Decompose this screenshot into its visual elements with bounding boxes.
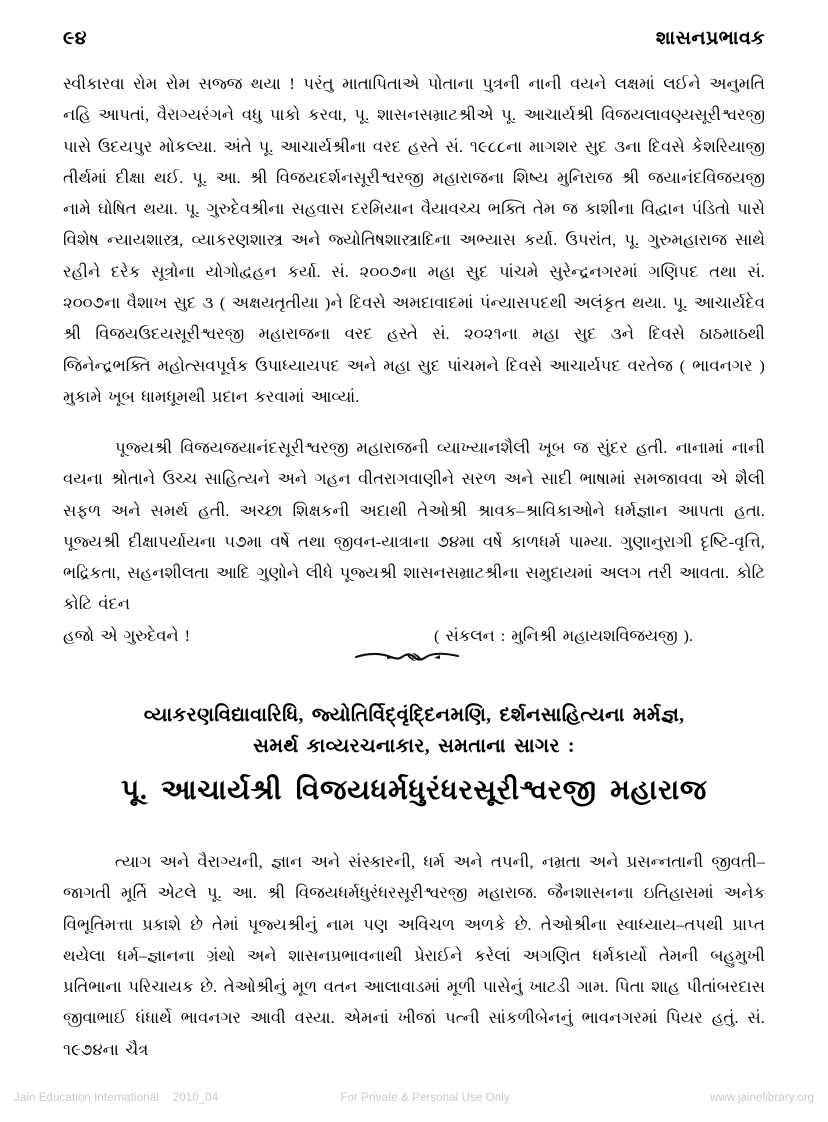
footer-website-link[interactable]: www.jainelibrary.org (709, 1092, 814, 1104)
body-paragraph-3: ત્યાગ અને વૈરાગ્યની, જ્ઞાન અને સંસ્કારની, ધર્મ અને તપની, નમ્રતા અને પ્રસન્નતાની જીવતી–જાગતી મૂર્તિ એટલે પૂ. આ. શ્રી વિજયધર્મધુરંધરસૂરીશ્વરજી મહારાજ. જૈનશાસનના ઇતિહાસમાં અનેક વિભૂતિમત્તા પ્રકાશે છે તેમાં પૂજ્યશ્રીનું નામ પણ અવિચળ અળકે છે. તેઓશ્રીના સ્વાધ્યાય–તપથી પ્રાપ્ત થયેલા ધર્મ–જ્ઞાનના ગ્રંથો અને શાસનપ્રભાવનાથી પ્રેરાઈને કરેલાં અગણિત ધર્મકાર્યો તેમની બહુમુખી પ્રતિભાના પરિચાયક છે. તેઓશ્રીનું મૂળ વતન આલાવાડમાં મૂળી પાસેનું ખાટડી ગામ. પિતા શાહ પીતાંબરદાસ જીવાભાઈ ધંધાર્થે ભાવનગર આવી વસ્યા. એમનાં ખીજાં પત્ની સાંકળીબેનનું ભાવનગરમાં પિયર હતું. સં. ૧૯૭૪ના ચૈત્ર (63, 852, 765, 1059)
running-head (63, 28, 765, 58)
running-head-title: શાસનપ્રભાવક (655, 28, 765, 49)
article-title: પૂ. આચાર્યશ્રી વિજયધર્મધુરંધરસૂરીશ્વરજી મહારાજ (121, 775, 707, 806)
body-paragraph-2-tail: હજો એ ગુરુદેવને ! (63, 625, 191, 645)
article-heading-block (63, 700, 765, 813)
footer-organization: Jain Education International (14, 1092, 159, 1104)
footer-year: 2010_04 (172, 1092, 219, 1104)
compiler-attribution: ( સંકલન : મુનિશ્રી મહાયશવિજયજી ). (434, 625, 693, 645)
section-divider (0, 648, 828, 671)
page-footer (14, 1092, 814, 1104)
paragraph-block-3 (63, 846, 765, 1065)
floral-divider-ornament-icon (354, 648, 474, 666)
body-paragraph-1: સ્વીકારવા રોમ રોમ સજ્જ થયા ! પરંતુ માતાપિતાએ પોતાના પુત્રની નાની વયને લક્ષમાં લઈને અનુમતિ નહિ આપતાં, વૈરાગ્યરંગને વધુ પાકો કરવા, પૂ. શાસનસમ્રાટશ્રીએ પૂ. આચાર્યશ્રી વિજયલાવણ્યસૂરીશ્વરજી પાસે ઉદયપુર મોકલ્યા. અંતે પૂ. આચાર્યશ્રીના વરદ હસ્તે સં. ૧૯૮૮ના માગશર સુદ ૩ના દિવસે કેશરિયાજી તીર્થમાં દીક્ષા થઈ. પૂ. આ. શ્રી વિજયદર્શનસૂરીશ્વરજી મહારાજના શિષ્ય મુનિરાજ શ્રી જયાનંદવિજયજી નામે ઘોષિત થયા. પૂ. ગુરુદેવશ્રીના સહવાસ દરમિયાન વૈયાવચ્ચ ભક્તિ તેમ જ કાશીના વિદ્વાન પંડિતો પાસે વિશેષ ન્યાયશાસ્ત્ર, વ્યાકરણશાસ્ત્ર અને જ્યોતિષશાસ્ત્રાદિના અભ્યાસ કર્યા. ઉપરાંત, પૂ. ગુરુમહારાજ સાથે રહીને દરેક સૂત્રોના યોગોદ્વહન કર્યા. સં. ૨૦૦૭ના મહા સુદ પાંચમે સુરેન્દ્રનગરમાં ગણિપદ તથા સં. ૨૦૦૭ના વૈશાખ સુદ ૩ ( અક્ષયતૃતીયા )ને દિવસે અમદાવાદમાં પંન્યાસપદથી અલંકૃત થયા. પૂ. આચાર્યદેવ શ્રી વિજયઉદયસૂરીશ્વરજી મહારાજના વરદ હસ્તે સં. ૨૦૨૧ના મહા સુદ ૩ને દિવસે ઠાઠમાઠથી જિનેન્દ્રભક્તિ મહોત્સવપૂર્વક ઉપાધ્યાયપદ અને મહા સુદ પાંચમને દિવસે આચાર્યપદ વરતેજ ( ભાવનગર ) મુકામે ખૂબ ધામધૂમથી પ્રદાન કરવામાં આવ્યાં. (63, 74, 765, 406)
paragraph-block-2 (63, 432, 765, 651)
paragraph-block-1 (63, 68, 765, 412)
heading-epithet-line-2: સમર્થ કાવ્યરચનાકાર, સમતાના સાગર : (253, 736, 575, 757)
body-paragraph-2: પૂજ્યશ્રી વિજયજયાનંદસૂરીશ્વરજી મહારાજની વ્યાખ્યાનશૈલી ખૂબ જ સુંદર હતી. નાનામાં નાની વયના શ્રોતાને ઉચ્ચ સાહિત્યને અને ગહન વીતરાગવાણીને સરળ અને સાદી ભાષામાં સમજાવવા એ શૈલી સફળ અને સમર્થ હતી. અચ્છા શિક્ષકની અદાથી તેઓશ્રી શ્રાવક–શ્રાવિકાઓને ધર્મજ્ઞાન આપતા હતા. પૂજ્યશ્રી દીક્ષાપર્યાયના ૫૭મા વર્ષે તથા જીવન-યાત્રાના ૭૪મા વર્ષે કાળધર્મ પામ્યા. ગુણાનુરાગી દૃષ્ટિ-વૃત્તિ, ભદ્રિકતા, સહનશીલતા આદિ ગુણોને લીધે પૂજ્યશ્રી શાસનસમ્રાટશ્રીના સમુદાયમાં અલગ તરી આવતા. કોટિ કોટિ વંદન (63, 438, 765, 614)
footer-organization-group (14, 1092, 218, 1104)
paragraph-2-closing-row (63, 620, 765, 651)
heading-epithet-line-1: વ્યાકરણવિદ્યાવારિધિ, જ્યોતિર્વિદ્‌વૃંદ્દિનમણિ, દર્શનસાહિત્યના મર્મજ્ઞ, (143, 705, 685, 726)
page-number: ૯૪ (63, 28, 88, 49)
footer-usage-notice: For Private & Personal Use Only (340, 1092, 510, 1104)
